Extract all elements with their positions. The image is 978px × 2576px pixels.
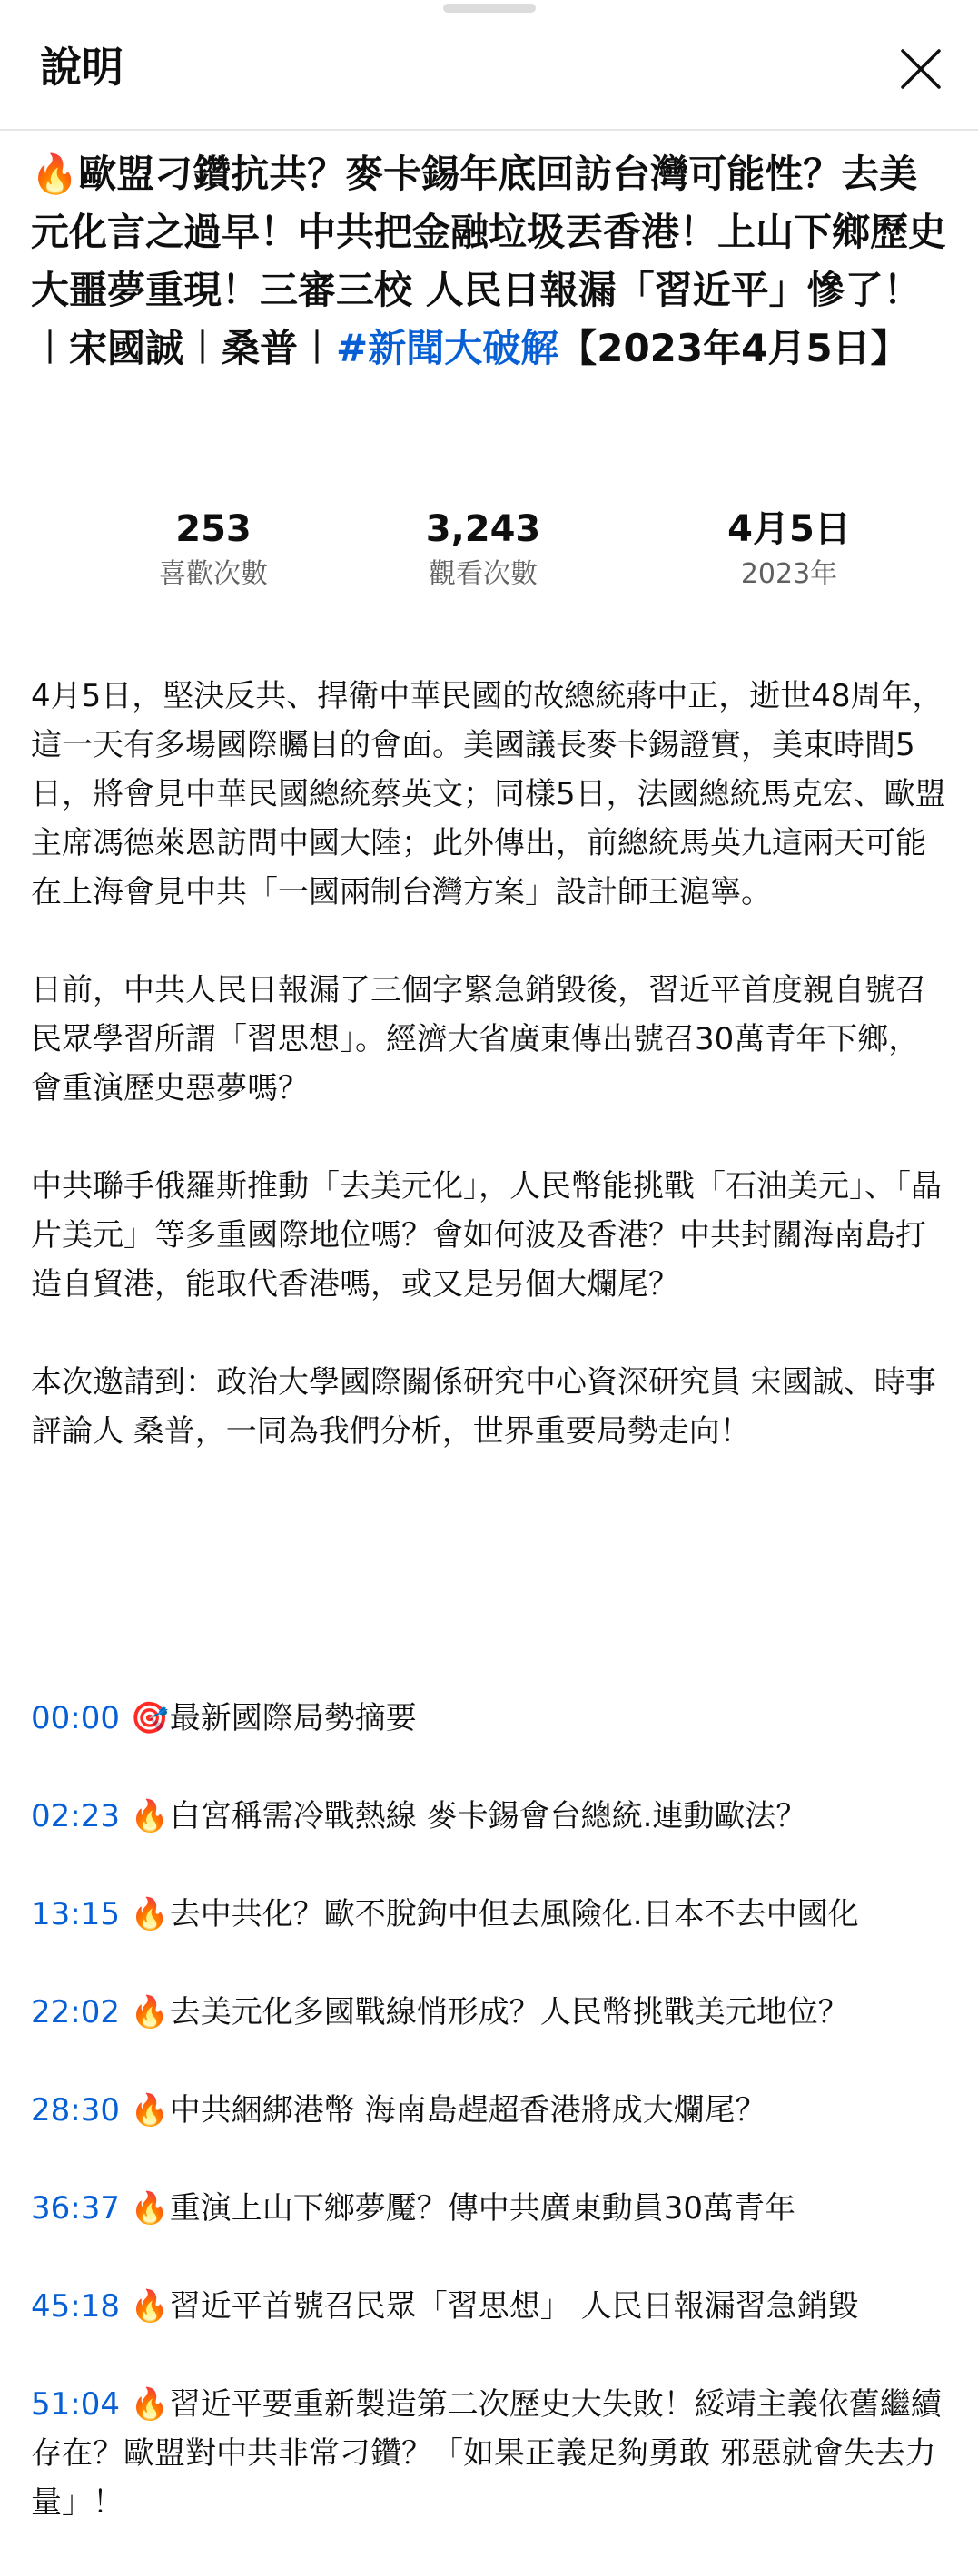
chapter-text: 習近平要重新製造第二次歷史大失敗！綏靖主義依舊繼續存在？歐盟對中共非常刁鑽？「如果正義足夠勇敢 邪惡就會失去力量」！ — [31, 2386, 942, 2521]
description-paragraph: 日前，中共人民日報漏了三個字緊急銷毀後，習近平首度親自號召民眾學習所謂「習思想」。經濟大省廣東傳出號召30萬青年下鄉，會重演歷史惡夢嗎？ — [31, 972, 926, 1106]
chapter-item — [31, 1988, 948, 2037]
likes-label: 喜歡次數 — [159, 558, 268, 590]
chapter-list — [31, 1694, 948, 2576]
hashtag-link[interactable]: #新聞大破解 — [336, 326, 559, 370]
chapter-item — [31, 2086, 948, 2135]
target-icon: 🎯 — [130, 1700, 169, 1736]
description-paragraph: 中共聯手俄羅斯推動「去美元化」，人民幣能挑戰「石油美元」、「晶片美元」等多重國際地位嗎？會如何波及香港？中共封關海南島打造自貿港，能取代香港嗎，或又是另個大爛尾？ — [31, 1168, 942, 1303]
video-title — [31, 145, 948, 378]
chapter-item — [31, 2184, 948, 2233]
chapter-text: 中共綑綁港幣 海南島趕超香港將成大爛尾？ — [169, 2092, 766, 2129]
publish-date: 4月5日 — [727, 508, 851, 550]
description-body — [31, 672, 948, 1505]
panel-title: 說明 — [40, 43, 123, 92]
chapter-item — [31, 1792, 948, 1841]
chapter-text: 重演上山下鄉夢魘？傳中共廣東動員30萬青年 — [169, 2190, 796, 2227]
video-title-date: 【2023年4月5日】 — [558, 326, 909, 370]
chapter-timestamp-link[interactable]: 13:15 — [31, 1896, 120, 1932]
chapter-timestamp-link[interactable]: 22:02 — [31, 1994, 120, 2030]
chapter-text: 白宮稱需冷戰熱線 麥卡錫會台總統.連動歐法？ — [169, 1798, 807, 1834]
chapter-timestamp-link[interactable]: 00:00 — [31, 1700, 120, 1736]
fire-icon: 🔥 — [130, 2190, 169, 2227]
fire-icon: 🔥 — [31, 152, 79, 196]
stats-row — [0, 504, 978, 604]
chapter-text: 去中共化？歐不脫鉤中但去風險化.日本不去中國化 — [169, 1896, 859, 1932]
description-paragraph: 本次邀請到：政治大學國際關係研究中心資深研究員 宋國誠、時事評論人 桑普，一同為我們分析，世界重要局勢走向！ — [31, 1364, 936, 1450]
fire-icon: 🔥 — [130, 2386, 169, 2423]
fire-icon: 🔥 — [130, 2092, 169, 2129]
panel-header — [0, 0, 978, 131]
likes-stat — [77, 504, 350, 595]
video-title-text: 歐盟刁鑽抗共？麥卡錫年底回訪台灣可能性？去美元化言之過早！中共把金融垃圾丟香港！上山下鄉歷史大噩夢重現！三審三校 人民日報漏「習近平」慘了！︱宋國誠︱桑普︱ — [31, 152, 947, 370]
likes-count: 253 — [175, 508, 252, 550]
views-stat — [347, 504, 619, 595]
description-paragraph: 4月5日，堅決反共、捍衛中華民國的故總統蔣中正，逝世48周年，這一天有多場國際矚目的會面。美國議長麥卡錫證實，美東時間5日，將會見中華民國總統蔡英文；同樣5日，法國總統馬克宏、歐盟主席馮德萊恩訪問中國大陸；此外傳出，前總統馬英九這兩天可能在上海會見中共「一國兩制台灣方案」設計師王滬寧。 — [31, 678, 946, 910]
chapter-timestamp-link[interactable]: 02:23 — [31, 1798, 120, 1834]
views-count: 3,243 — [425, 508, 541, 550]
chapter-text: 習近平首號召民眾「習思想」 人民日報漏習急銷毀 — [169, 2288, 859, 2325]
chapter-item — [31, 1890, 948, 1939]
chapter-item — [31, 2282, 948, 2331]
chapter-item — [31, 2380, 948, 2527]
chapter-timestamp-link[interactable]: 45:18 — [31, 2288, 120, 2325]
close-icon — [895, 44, 946, 94]
chapter-text: 去美元化多國戰線悄形成？人民幣挑戰美元地位？ — [169, 1994, 849, 2030]
chapter-timestamp-link[interactable]: 36:37 — [31, 2190, 120, 2227]
chapter-item — [31, 1694, 948, 1743]
fire-icon: 🔥 — [130, 1798, 169, 1834]
publish-year: 2023年 — [740, 558, 838, 590]
chapter-timestamp-link[interactable]: 28:30 — [31, 2092, 120, 2129]
date-stat — [653, 504, 925, 595]
fire-icon: 🔥 — [130, 2288, 169, 2325]
fire-icon: 🔥 — [130, 1896, 169, 1932]
views-label: 觀看次數 — [429, 558, 538, 590]
chapter-text: 最新國際局勢摘要 — [169, 1700, 417, 1736]
close-button[interactable] — [895, 44, 946, 94]
chapter-timestamp-link[interactable]: 51:04 — [31, 2386, 120, 2423]
fire-icon: 🔥 — [130, 1994, 169, 2030]
